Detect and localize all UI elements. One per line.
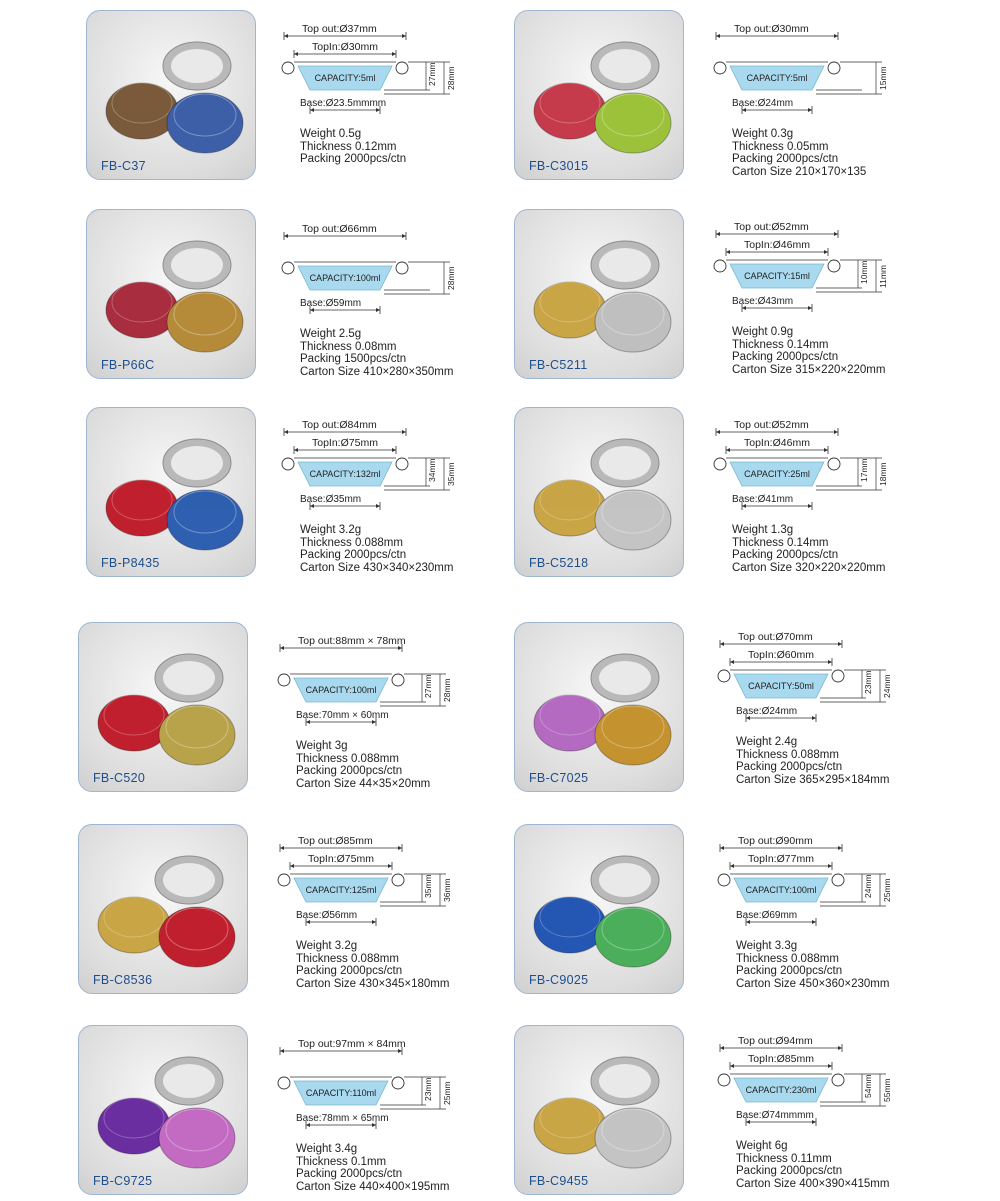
capacity-label: CAPACITY:132ml	[309, 469, 381, 479]
product-photo-card	[78, 622, 248, 792]
spec-line: Packing 2000pcs/ctn	[296, 765, 403, 778]
spec-line: Packing 2000pcs/ctn	[732, 153, 839, 166]
spec-line: Weight 0.5g	[300, 128, 362, 140]
spec-line: Carton Size 430×345×180mm	[296, 977, 450, 990]
base-label: Base:Ø69mm	[736, 910, 798, 921]
spec-line: Carton Size 210×170×135	[732, 165, 867, 178]
base-label: Base:70mm × 60mm	[296, 710, 389, 721]
product-code: FB-C7025	[529, 771, 589, 785]
top-out-label: Top out:Ø70mm	[738, 631, 813, 643]
outer-height-label: 36mm	[442, 878, 452, 902]
dimension-diagram	[712, 216, 912, 384]
capacity-label: CAPACITY:5ml	[314, 73, 376, 83]
capacity-label: CAPACITY:110ml	[305, 1088, 377, 1098]
inner-height-label: 17mm	[859, 458, 869, 482]
capacity-label: CAPACITY:15ml	[744, 271, 810, 281]
product-photo-image	[515, 825, 683, 993]
capacity-label: CAPACITY:5ml	[746, 73, 808, 83]
inner-height-label: 24mm	[863, 874, 873, 898]
spec-line: Thickness 0.12mm	[300, 140, 397, 153]
dimension-diagram	[280, 218, 480, 386]
product-code: FB-C9025	[529, 973, 589, 987]
spec-line: Carton Size 450×360×230mm	[736, 977, 890, 990]
inner-height-label: 27mm	[427, 62, 437, 86]
dimension-drawing	[716, 830, 916, 940]
outer-height-label: 28mm	[446, 66, 456, 90]
top-in-label: TopIn:Ø85mm	[748, 1053, 814, 1065]
capacity-label: CAPACITY:25ml	[744, 469, 810, 479]
top-in-label: TopIn:Ø77mm	[748, 853, 814, 865]
spec-line: Thickness 0.1mm	[296, 1155, 387, 1168]
outer-height-label: 24mm	[882, 674, 892, 698]
top-out-label: Top out:Ø52mm	[734, 419, 809, 431]
spec-line: Weight 2.4g	[736, 736, 798, 748]
dimension-diagram	[712, 414, 912, 582]
top-out-label: Top out:Ø37mm	[302, 23, 377, 35]
top-out-label: Top out:Ø30mm	[734, 23, 809, 35]
spec-line: Packing 2000pcs/ctn	[736, 761, 843, 774]
spec-line: Thickness 0.088mm	[296, 952, 399, 965]
spec-list	[736, 736, 889, 786]
inner-height-label: 10mm	[859, 260, 869, 284]
product-photo-image	[515, 1026, 683, 1194]
dimension-drawing	[712, 216, 912, 326]
dimension-diagram	[276, 630, 476, 798]
dimension-diagram	[716, 626, 916, 794]
product-photo-card	[86, 407, 256, 577]
dimension-diagram	[276, 830, 476, 998]
top-out-label: Top out:88mm × 78mm	[298, 635, 406, 647]
inner-height-label: 27mm	[423, 674, 433, 698]
spec-line: Carton Size 44×35×20mm	[296, 777, 431, 790]
spec-line: Weight 3.3g	[736, 940, 798, 952]
spec-line: Packing 2000pcs/ctn	[296, 965, 403, 978]
spec-list	[296, 740, 430, 790]
top-out-label: Top out:Ø66mm	[302, 223, 377, 235]
dimension-drawing	[280, 18, 480, 128]
spec-line: Packing 2000pcs/ctn	[736, 965, 843, 978]
product-photo-image	[87, 210, 255, 378]
dimension-diagram	[276, 1033, 476, 1201]
capacity-label: CAPACITY:100ml	[745, 885, 817, 895]
product-photo-card	[514, 209, 684, 379]
capacity-label: CAPACITY:50ml	[748, 681, 814, 691]
product-photo-card	[86, 10, 256, 180]
spec-line: Carton Size 315×220×220mm	[732, 363, 886, 376]
dimension-diagram	[280, 414, 480, 582]
dimension-drawing	[280, 414, 480, 524]
product-photo-image	[515, 408, 683, 576]
spec-line: Thickness 0.088mm	[736, 952, 839, 965]
base-label: Base:Ø43mm	[732, 296, 794, 307]
dimension-diagram	[716, 1030, 916, 1198]
spec-line: Weight 3.2g	[300, 524, 362, 536]
outer-height-label: 25mm	[442, 1081, 452, 1105]
top-out-label: Top out:Ø90mm	[738, 835, 813, 847]
spec-line: Weight 6g	[736, 1140, 788, 1152]
outer-height-label: 28mm	[446, 266, 456, 290]
product-photo-card	[514, 622, 684, 792]
spec-list	[736, 1140, 889, 1190]
spec-list	[300, 128, 406, 166]
spec-line: Thickness 0.05mm	[732, 140, 829, 153]
dimension-drawing	[276, 830, 476, 940]
dimension-diagram	[280, 18, 480, 186]
spec-line: Packing 1500pcs/ctn	[300, 353, 407, 366]
base-label: Base:Ø56mm	[296, 910, 358, 921]
capacity-label: CAPACITY:100ml	[305, 685, 377, 695]
outer-height-label: 55mm	[882, 1078, 892, 1102]
spec-line: Carton Size 430×340×230mm	[300, 561, 454, 574]
spec-line: Carton Size 320×220×220mm	[732, 561, 886, 574]
spec-list	[732, 326, 885, 376]
outer-height-label: 11mm	[878, 265, 888, 288]
product-photo-card	[514, 407, 684, 577]
spec-line: Packing 2000pcs/ctn	[296, 1168, 403, 1181]
product-photo-image	[87, 11, 255, 179]
dimension-diagram	[712, 18, 912, 186]
capacity-label: CAPACITY:230ml	[745, 1085, 817, 1095]
spec-line: Weight 3.2g	[296, 940, 358, 952]
dimension-drawing	[280, 218, 480, 328]
top-in-label: TopIn:Ø46mm	[744, 239, 810, 251]
outer-height-label: 15mm	[878, 66, 888, 90]
product-code: FB-C520	[93, 771, 146, 785]
spec-line: Thickness 0.088mm	[296, 752, 399, 765]
spec-line: Weight 0.3g	[732, 128, 794, 140]
spec-line: Carton Size 440×400×195mm	[296, 1180, 450, 1193]
top-in-label: TopIn:Ø30mm	[312, 41, 378, 53]
base-label: Base:Ø35mm	[300, 494, 362, 505]
product-code: FB-P8435	[101, 556, 160, 570]
spec-line: Carton Size 410×280×350mm	[300, 365, 454, 378]
spec-list	[732, 128, 866, 178]
product-code: FB-C9455	[529, 1174, 589, 1188]
product-code: FB-C5218	[529, 556, 589, 570]
base-label: Base:Ø74mmmm	[736, 1110, 814, 1121]
spec-line: Packing 2000pcs/ctn	[300, 153, 407, 166]
dimension-drawing	[276, 630, 476, 740]
spec-line: Carton Size 365×295×184mm	[736, 773, 890, 786]
product-photo-image	[515, 210, 683, 378]
dimension-drawing	[712, 414, 912, 524]
spec-line: Weight 2.5g	[300, 328, 362, 340]
product-photo-card	[514, 824, 684, 994]
top-out-label: Top out:Ø94mm	[738, 1035, 813, 1047]
product-photo-card	[78, 824, 248, 994]
product-photo-card	[86, 209, 256, 379]
top-in-label: TopIn:Ø60mm	[748, 649, 814, 661]
top-in-label: TopIn:Ø46mm	[744, 437, 810, 449]
spec-line: Thickness 0.14mm	[732, 338, 829, 351]
spec-line: Weight 3.4g	[296, 1143, 358, 1155]
spec-line: Thickness 0.088mm	[300, 536, 403, 549]
inner-height-label: 23mm	[423, 1077, 433, 1101]
top-out-label: Top out:97mm × 84mm	[298, 1038, 406, 1050]
product-code: FB-C9725	[93, 1174, 153, 1188]
spec-list	[300, 328, 453, 378]
spec-line: Weight 0.9g	[732, 326, 794, 338]
capacity-label: CAPACITY:125ml	[305, 885, 377, 895]
spec-line: Weight 3g	[296, 740, 348, 752]
product-photo-image	[515, 11, 683, 179]
spec-list	[296, 940, 449, 990]
capacity-label: CAPACITY:100ml	[309, 273, 381, 283]
spec-line: Thickness 0.11mm	[736, 1152, 832, 1165]
product-code: FB-C5211	[529, 358, 588, 372]
product-photo-image	[79, 825, 247, 993]
dimension-drawing	[716, 626, 916, 736]
inner-height-label: 34mm	[427, 458, 437, 482]
spec-list	[296, 1143, 449, 1193]
product-code: FB-C3015	[529, 159, 589, 173]
top-out-label: Top out:Ø85mm	[298, 835, 373, 847]
spec-line: Packing 2000pcs/ctn	[736, 1165, 843, 1178]
dimension-drawing	[712, 18, 912, 128]
top-in-label: TopIn:Ø75mm	[308, 853, 374, 865]
base-label: Base:Ø41mm	[732, 494, 794, 505]
spec-line: Packing 2000pcs/ctn	[732, 351, 839, 364]
base-label: Base:Ø59mm	[300, 298, 362, 309]
spec-line: Thickness 0.14mm	[732, 536, 829, 549]
spec-list	[732, 524, 885, 574]
base-label: Base:Ø24mm	[736, 706, 798, 717]
outer-height-label: 18mm	[878, 462, 888, 486]
outer-height-label: 25mm	[882, 878, 892, 902]
spec-line: Packing 2000pcs/ctn	[732, 549, 839, 562]
top-out-label: Top out:Ø52mm	[734, 221, 809, 233]
product-code: FB-P66C	[101, 358, 155, 372]
product-photo-image	[515, 623, 683, 791]
product-photo-card	[514, 1025, 684, 1195]
product-photo-image	[79, 1026, 247, 1194]
product-photo-image	[79, 623, 247, 791]
inner-height-label: 35mm	[423, 874, 433, 898]
inner-height-label: 54mm	[863, 1074, 873, 1098]
product-photo-card	[514, 10, 684, 180]
top-out-label: Top out:Ø84mm	[302, 419, 377, 431]
product-photo-image	[87, 408, 255, 576]
product-photo-card	[78, 1025, 248, 1195]
product-code: FB-C37	[101, 159, 146, 173]
inner-height-label: 23mm	[863, 670, 873, 694]
spec-line: Weight 1.3g	[732, 524, 794, 536]
spec-line: Thickness 0.08mm	[300, 340, 397, 353]
spec-line: Packing 2000pcs/ctn	[300, 549, 407, 562]
outer-height-label: 35mm	[446, 462, 456, 486]
base-label: Base:Ø23.5mmmm	[300, 98, 387, 109]
product-code: FB-C8536	[93, 973, 153, 987]
spec-list	[736, 940, 889, 990]
spec-list	[300, 524, 453, 574]
top-in-label: TopIn:Ø75mm	[312, 437, 378, 449]
spec-line: Thickness 0.088mm	[736, 748, 839, 761]
base-label: Base:Ø24mm	[732, 98, 794, 109]
dimension-drawing	[716, 1030, 916, 1140]
dimension-drawing	[276, 1033, 476, 1143]
dimension-diagram	[716, 830, 916, 998]
base-label: Base:78mm × 65mm	[296, 1113, 389, 1124]
outer-height-label: 28mm	[442, 678, 452, 702]
spec-line: Carton Size 400×390×415mm	[736, 1177, 890, 1190]
